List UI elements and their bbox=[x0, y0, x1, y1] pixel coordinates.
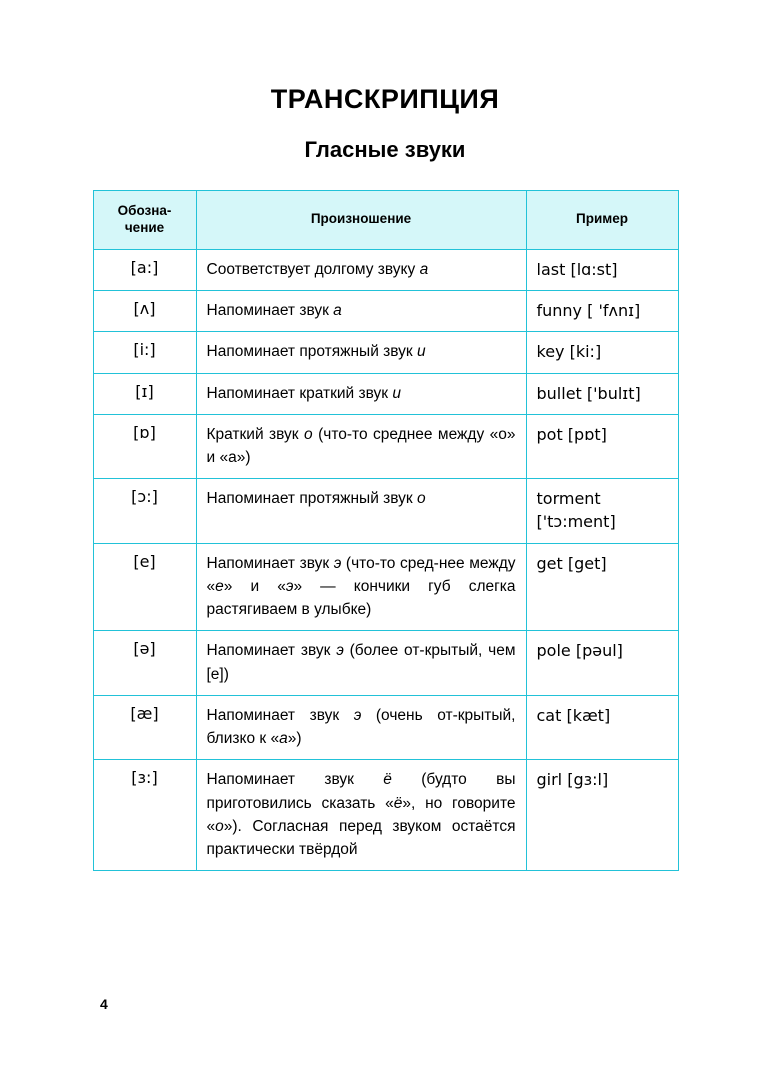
table-row bbox=[93, 479, 678, 543]
table-row bbox=[93, 695, 678, 760]
cell-symbol: [ɜ:] bbox=[93, 760, 196, 871]
table-header-row bbox=[93, 191, 678, 250]
cell-symbol: [ɪ] bbox=[93, 373, 196, 414]
cell-example: get [get] bbox=[526, 543, 678, 631]
cell-pronunciation: Напоминает звук э (очень от-крытый, близко к «а») bbox=[196, 695, 526, 760]
cell-example: last [lɑ:st] bbox=[526, 249, 678, 290]
cell-pronunciation: Напоминает звук э (более от-крытый, чем [e]) bbox=[196, 631, 526, 696]
page-title: ТРАНСКРИПЦИЯ bbox=[270, 84, 500, 114]
table-row bbox=[93, 760, 678, 871]
table-row bbox=[93, 631, 678, 696]
cell-symbol: [ɒ] bbox=[93, 414, 196, 479]
page-number: 4 bbox=[100, 996, 108, 1012]
cell-example: torment ['tɔ:ment] bbox=[526, 479, 678, 543]
column-header-symbol-line1: Обозна- bbox=[117, 203, 172, 218]
cell-pronunciation: Напоминает звук ё (будто вы приготовились сказать «ё», но говорите «о»). Согласная перед звуком остаётся практически твёрдой bbox=[196, 760, 526, 871]
cell-example: pot [pɒt] bbox=[526, 414, 678, 479]
cell-symbol: [a:] bbox=[93, 249, 196, 290]
cell-pronunciation: Напоминает краткий звук и bbox=[196, 373, 526, 414]
cell-symbol: [i:] bbox=[93, 332, 196, 373]
table-row bbox=[93, 543, 678, 631]
column-header-symbol-line2: чение bbox=[124, 219, 165, 235]
cell-symbol: [æ] bbox=[93, 695, 196, 760]
table-row bbox=[93, 249, 678, 290]
document-page bbox=[0, 84, 770, 1085]
column-header-example: Пример bbox=[526, 191, 678, 250]
table-row bbox=[93, 373, 678, 414]
table-body bbox=[93, 249, 678, 871]
cell-pronunciation: Напоминает звук э (что-то сред-нее между «е» и «э» — кончики губ слегка растягиваем в улыбке) bbox=[196, 543, 526, 631]
column-header-symbol bbox=[93, 191, 196, 250]
cell-symbol: [e] bbox=[93, 543, 196, 631]
cell-pronunciation: Краткий звук о (что-то среднее между «о» и «а») bbox=[196, 414, 526, 479]
transcription-table bbox=[93, 190, 679, 871]
cell-example: funny [ 'fʌnɪ] bbox=[526, 291, 678, 332]
table-row bbox=[93, 332, 678, 373]
cell-symbol: [ɔ:] bbox=[93, 479, 196, 543]
column-header-pronunciation: Произношение bbox=[196, 191, 526, 250]
table-header bbox=[93, 191, 678, 250]
page-subtitle: Гласные звуки bbox=[304, 137, 466, 162]
table-row bbox=[93, 291, 678, 332]
cell-example: cat [kæt] bbox=[526, 695, 678, 760]
cell-pronunciation: Напоминает протяжный звук и bbox=[196, 332, 526, 373]
cell-example: girl [gɜ:l] bbox=[526, 760, 678, 871]
cell-pronunciation: Соответствует долгому звуку а bbox=[196, 249, 526, 290]
cell-example: key [ki:] bbox=[526, 332, 678, 373]
cell-pronunciation: Напоминает звук а bbox=[196, 291, 526, 332]
table-row bbox=[93, 414, 678, 479]
transcription-table-wrapper bbox=[93, 190, 678, 871]
cell-symbol: [ʌ] bbox=[93, 291, 196, 332]
cell-example: bullet ['bulɪt] bbox=[526, 373, 678, 414]
cell-symbol: [ə] bbox=[93, 631, 196, 696]
cell-pronunciation: Напоминает протяжный звук о bbox=[196, 479, 526, 543]
cell-example: pole [pəul] bbox=[526, 631, 678, 696]
